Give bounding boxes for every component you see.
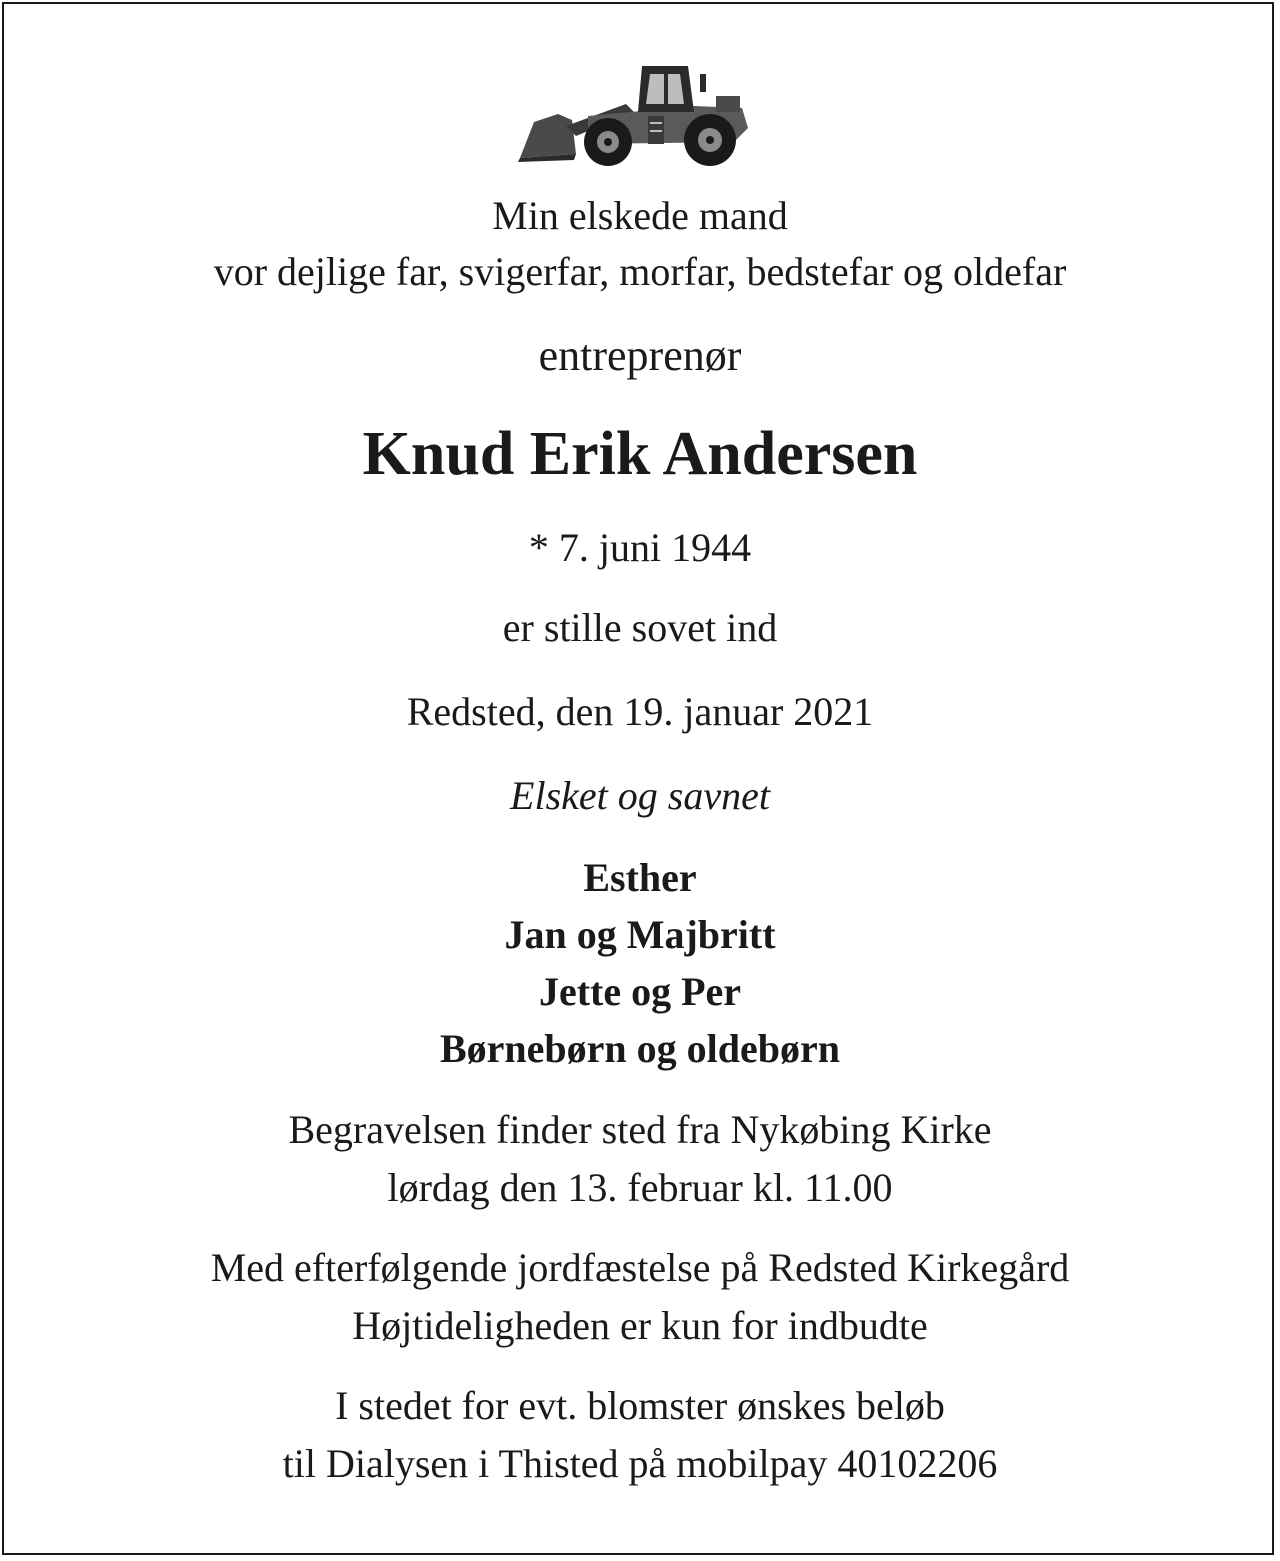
funeral-line-1: Begravelsen finder sted fra Nykøbing Kirke xyxy=(288,1107,992,1152)
intro-line-1: Min elskede mand xyxy=(492,193,788,238)
family-member: Esther xyxy=(583,855,697,900)
place-and-date: Redsted, den 19. januar 2021 xyxy=(406,689,874,734)
occupation: entreprenør xyxy=(538,331,742,380)
wheel-loader-icon xyxy=(516,60,762,170)
tagline: Elsket og savnet xyxy=(510,773,770,818)
deceased-name: Knud Erik Andersen xyxy=(362,420,918,488)
burial-line-1: Med efterfølgende jordfæstelse på Redsted Kirkegård xyxy=(210,1245,1070,1290)
birth-date: * 7. juni 1944 xyxy=(528,525,752,570)
passed-away-text: er stille sovet ind xyxy=(502,605,778,650)
family-member: Jette og Per xyxy=(538,969,742,1014)
intro-line-2: vor dejlige far, svigerfar, morfar, bedstefar og oldefar xyxy=(213,249,1067,294)
burial-line-2: Højtideligheden er kun for indbudte xyxy=(352,1303,928,1348)
family-member: Børnebørn og oldebørn xyxy=(439,1026,841,1071)
family-member: Jan og Majbritt xyxy=(504,912,776,957)
donation-line-2: til Dialysen i Thisted på mobilpay 40102206 xyxy=(282,1441,998,1486)
funeral-line-2: lørdag den 13. februar kl. 11.00 xyxy=(387,1165,893,1210)
donation-line-1: I stedet for evt. blomster ønskes beløb xyxy=(335,1383,945,1428)
